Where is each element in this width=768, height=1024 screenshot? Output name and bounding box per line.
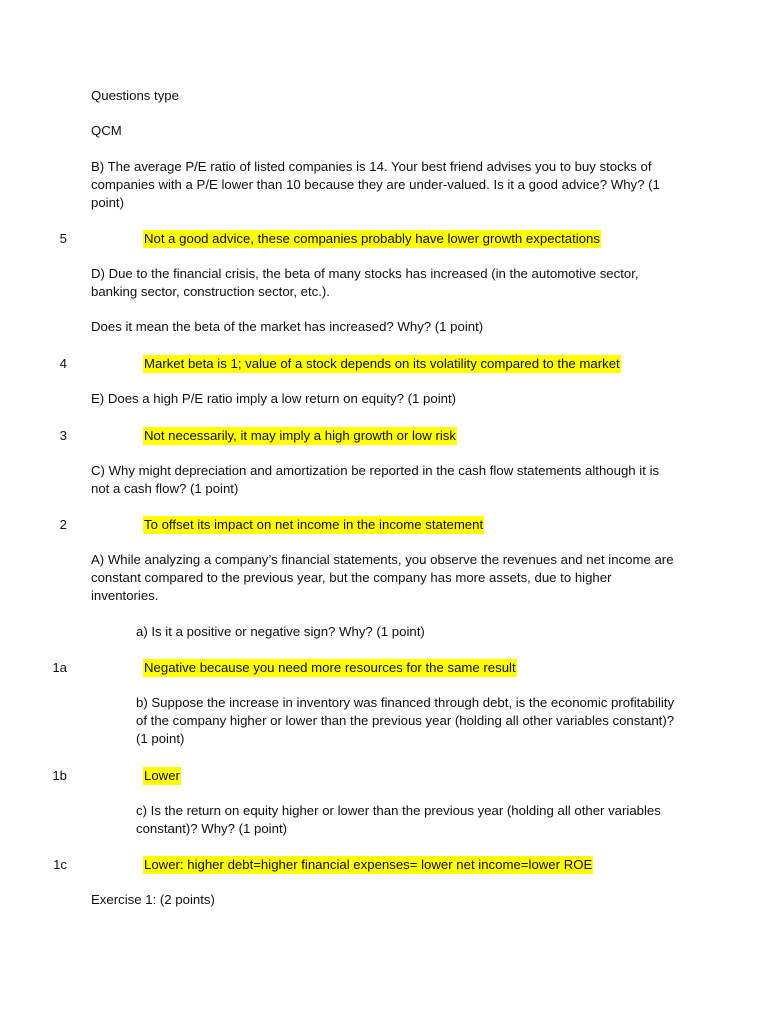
answer-number: 2: [59, 517, 67, 532]
answer-row-1c: [0, 856, 700, 874]
highlighted-answer: Negative because you need more resources for the same result: [144, 660, 516, 675]
answer-number: 5: [59, 231, 67, 246]
answer-row-2: [0, 516, 700, 534]
highlighted-answer: Lower: higher debt=higher financial expenses= lower net income=lower ROE: [144, 857, 593, 872]
question-c: C) Why might depreciation and amortization be reported in the cash flow statements although it is not a cash flow? (1 point): [91, 463, 660, 496]
section-label: Questions type: [91, 88, 179, 103]
question-d: D) Due to the financial crisis, the beta of many stocks has increased (in the automotive sector, banking sector, construction sector, etc.).: [91, 266, 639, 299]
subtitle-qcm: QCM: [91, 123, 122, 138]
answer-row-1b: [0, 767, 700, 785]
answer-row-1a: [0, 659, 700, 677]
question-a-part-c: c) Is the return on equity higher or lower than the previous year (holding all other variables constant)? Why? (1 point): [136, 803, 661, 836]
highlighted-answer: Not necessarily, it may imply a high growth or low risk: [144, 428, 456, 443]
answer-number: 1c: [53, 857, 67, 872]
highlighted-answer: To offset its impact on net income in the income statement: [144, 517, 484, 532]
answer-number: 4: [59, 356, 67, 371]
question-a-part-a: a) Is it a positive or negative sign? Why? (1 point): [136, 624, 425, 639]
exercise-heading: Exercise 1: (2 points): [91, 892, 215, 907]
answer-row-3: [0, 427, 700, 445]
highlighted-answer: Not a good advice, these companies probably have lower growth expectations: [144, 231, 600, 246]
highlighted-answer: Lower: [144, 768, 180, 783]
highlighted-answer: Market beta is 1; value of a stock depends on its volatility compared to the market: [144, 356, 620, 371]
answer-number: 3: [59, 428, 67, 443]
question-b: B) The average P/E ratio of listed companies is 14. Your best friend advises you to buy stocks of companies with a P/E lower than 10 because they are under-valued. Is it a good advice? Why? (1 point): [91, 159, 660, 210]
answer-row-5: [0, 230, 700, 248]
answer-number: 1b: [52, 768, 67, 783]
answer-number: 1a: [52, 660, 67, 675]
answer-row-4: [0, 355, 700, 373]
question-a: A) While analyzing a company’s financial statements, you observe the revenues and net income are constant compared to the previous year, but the company has more assets, due to higher inventories.: [91, 552, 674, 603]
question-d-followup: Does it mean the beta of the market has increased? Why? (1 point): [91, 319, 484, 334]
question-a-part-b: b) Suppose the increase in inventory was financed through debt, is the economic profitability of the company higher or lower than the previous year (holding all other variables constant)? (1 point): [136, 695, 675, 746]
question-e: E) Does a high P/E ratio imply a low return on equity? (1 point): [91, 391, 457, 406]
